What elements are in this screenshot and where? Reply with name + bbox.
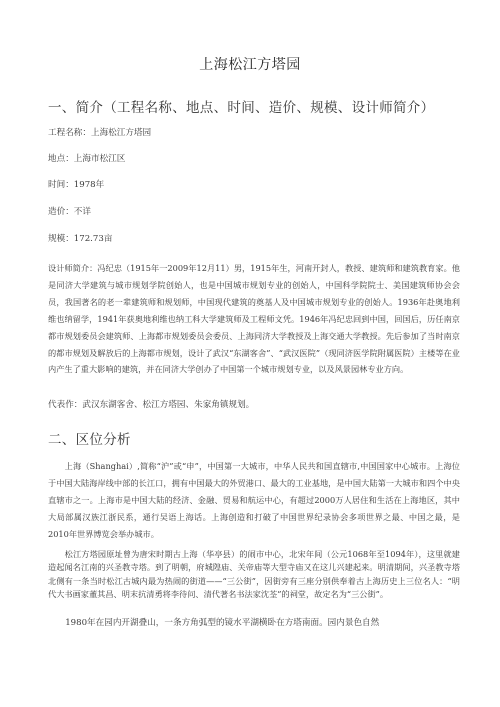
landscape-paragraph: 1980年在园内开湖叠山，一条方角弧型的镜水平湖横卧在方塔南面。园内景色自然 bbox=[48, 618, 380, 628]
representative-works: 代表作：武汉东湖客舍、松江方塔园、朱家角镇规划。 bbox=[48, 400, 255, 410]
section-heading-location: 二、区位分析 bbox=[48, 432, 131, 448]
field-scale: 规模：172.73亩 bbox=[48, 234, 113, 244]
location-paragraph-history: 松江方塔园原址曾为唐宋时期古上海（华亭县）的闹市中心，北宋年间（公元1068年至1094年），这里就建造起闻名江南的兴圣教寺塔。到了明朝，府城隍庙、关帝庙等大型寺庙又在这儿兴建起来。明清期间，兴圣教寺塔北侧有一条当时松江古城内最为热闹的街道——“三公街”，因街旁有三座分别供奉着古上海历史上三位名人：“明代大书画家董其昌、明末抗清勇将李待问、清代著名书法家沈荃”的祠堂，故定名为“三公街”。 bbox=[48, 549, 460, 599]
section-heading-intro: 一、简介（工程名称、地点、时间、造价、规模、设计师简介） bbox=[48, 100, 435, 116]
field-location: 地点：上海市松江区 bbox=[48, 154, 126, 164]
field-cost: 造价：不详 bbox=[48, 207, 91, 217]
document-title: 上海松江方塔园 bbox=[199, 57, 301, 73]
location-paragraph-shanghai: 上海（Shanghai）,简称“沪”或“申”，中国第一大城市，中华人民共和国直辖市,中国国家中心城市。上海位于中国大陆海岸线中部的长江口，拥有中国最大的外贸港口、最大的工业基地，是中国大陆第一大城市和四个中央直辖市之一。上海市是中国大陆的经济、金融、贸易和航运中心，有超过2000万人居住和生活在上海地区，其中大局部属汉族江浙民系，通行吴语上海话。上海创造和打破了中国世界纪录协会多项世界之最、中国之最，是2010年世界博览会举办城市。 bbox=[48, 461, 460, 539]
designer-intro-paragraph: 设计师简介：冯纪忠（1915年一2009年12月11）男，1915年生，河南开封人，教授、建筑师和建筑教育家。他是同济大学建筑与城市规划学院创始人，也是中国城市规划专业的创始人，中国科学院院士、美国建筑师协会会员，我国著名的老一辈建筑师和规划师，中国现代建筑的奠基人及中国城市规划专业的创始人。1936年赴奥地利维也纳留学，1941年获奥地利维也纳工科大学建筑师及工程师文凭。1946年冯纪忠回到中国，回国后，历任南京都市规划委员会建筑师、上海都市规划委员会委员、上海同济大学教授及上海交通大学教授。先后参加了当时南京的都市规划及解放后的上海都市规划，设计了武汉“东湖客舍”、“武汉医院”（现同济医学院附属医院）主楼等在业内产生了重大影响的建筑，并在同济大学创办了中国第一个城市规划专业，以及风景园林专业方向。 bbox=[48, 263, 460, 375]
field-project-name: 工程名称：上海松江方塔园 bbox=[48, 128, 152, 138]
field-time: 时间：1978年 bbox=[48, 180, 105, 190]
